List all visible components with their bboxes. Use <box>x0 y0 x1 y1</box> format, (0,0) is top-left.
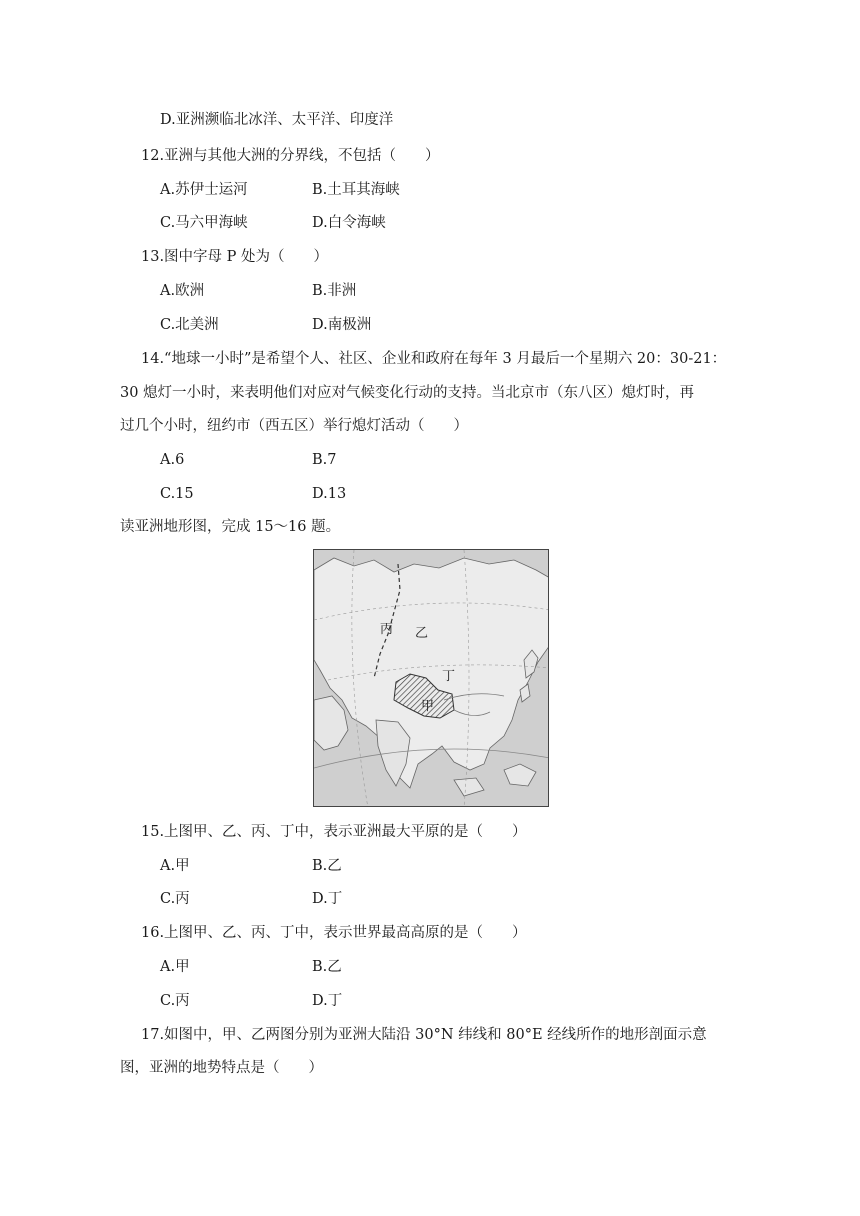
q13-option-a: A.欧洲 <box>160 283 205 299</box>
q15-option-d: D.丁 <box>312 891 343 907</box>
q12-option-b: B.土耳其海峡 <box>312 182 400 198</box>
asia-map-drawing <box>314 550 549 807</box>
map-intro: 读亚洲地形图，完成 15～16 题。 <box>120 519 341 535</box>
q14-option-a: A.6 <box>160 452 185 468</box>
q11-option-d: D.亚洲濒临北冰洋、太平洋、印度洋 <box>160 112 394 128</box>
q15-stem: 15.上图甲、乙、丙、丁中，表示亚洲最大平原的是（ ） <box>141 824 527 840</box>
q13-option-b: B.非洲 <box>312 283 357 299</box>
q13-option-c: C.北美洲 <box>160 317 219 333</box>
q14-option-c: C.15 <box>160 486 194 502</box>
q15-option-b: B.乙 <box>312 858 342 874</box>
asia-terrain-map <box>313 549 549 807</box>
q16-stem: 16.上图甲、乙、丙、丁中，表示世界最高高原的是（ ） <box>141 925 527 941</box>
q15-option-a: A.甲 <box>160 858 190 874</box>
map-label-ding: 丁 <box>442 669 456 684</box>
q12-option-c: C.马六甲海峡 <box>160 215 248 231</box>
q12-option-a: A.苏伊士运河 <box>160 182 248 198</box>
q12-option-d: D.白令海峡 <box>312 215 386 231</box>
q14-stem-line1: 14.“地球一小时”是希望个人、社区、企业和政府在每年 3 月最后一个星期六 20：30-21： <box>141 351 727 367</box>
q14-stem-line2: 30 熄灯一小时，来表明他们对应对气候变化行动的支持。当北京市（东八区）熄灯时，再 <box>120 385 695 401</box>
q16-option-d: D.丁 <box>312 993 343 1009</box>
q13-option-d: D.南极洲 <box>312 317 372 333</box>
q12-stem: 12.亚洲与其他大洲的分界线，不包括（ ） <box>141 148 440 164</box>
map-label-yi: 乙 <box>415 626 429 641</box>
q14-option-b: B.7 <box>312 452 337 468</box>
q15-option-c: C.丙 <box>160 891 190 907</box>
q16-option-a: A.甲 <box>160 959 190 975</box>
q16-option-b: B.乙 <box>312 959 342 975</box>
map-label-bing: 丙 <box>380 622 394 637</box>
q14-option-d: D.13 <box>312 486 347 502</box>
q14-stem-line3: 过几个小时，纽约市（西五区）举行熄灯活动（ ） <box>120 418 468 434</box>
map-label-jia: 甲 <box>421 699 435 714</box>
q16-option-c: C.丙 <box>160 993 190 1009</box>
q13-stem: 13.图中字母 P 处为（ ） <box>141 249 329 265</box>
q17-stem-line2: 图，亚洲的地势特点是（ ） <box>120 1060 323 1076</box>
q17-stem-line1: 17.如图中，甲、乙两图分别为亚洲大陆沿 30°N 纬线和 80°E 经线所作的地形剖面示意 <box>141 1027 707 1043</box>
